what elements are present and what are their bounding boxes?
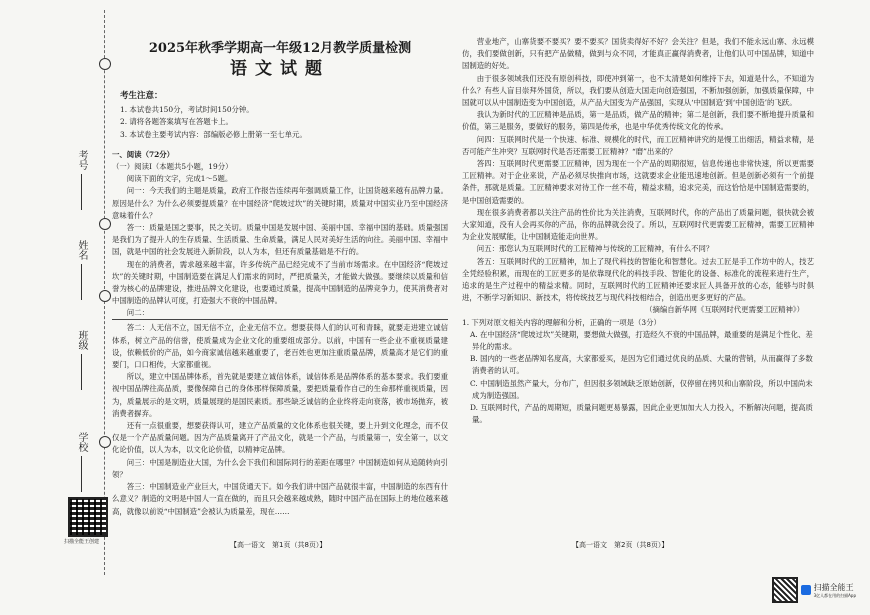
notice-title: 考生注意：: [120, 91, 163, 101]
scanner-brand: [772, 577, 856, 603]
class-field: 班级: [74, 330, 89, 390]
passage-paragraph: 现在很多消费者都以关注产品的性价比为关注消费，互联网时代，你的产品出了质量问题，很快就会被大家知道，没有人会再买你的产品，你的品牌就会没了。所以，互联网时代更需要工匠精神，需要工匠精神为企业发展赋能，让中国制造能走向世界。: [462, 207, 814, 242]
page-footer-right: 【高一语文 第2页（共8页）】: [572, 541, 669, 549]
source-citation: （摘编自新华网《互联网时代更需要工匠精神》）: [645, 305, 804, 315]
brand-logo-icon: [801, 585, 811, 595]
brand-name: 扫描全能王: [813, 582, 854, 592]
passage-paragraph: 还有一点很重要，想要获得认可，建立产品质量的文化体系也很关键，要上升到文化理念，而不仅仅是一个产品质量问题。因为产品质量离开了产品文化，就是一个产品，与质量第一，安全第一，以文化论价值，以人为本，以文化论价值，以精神定品牌。: [112, 421, 448, 455]
notice-item: 2. 请将各题答案填写在答题卡上。: [120, 117, 233, 127]
answer-option-b[interactable]: B. 国内的一些老品牌知名度高，大家都爱买，是因为它们通过优良的品质、大量的营销，从而赢得了多数消费者的认可。: [470, 354, 813, 376]
brand-qr-icon: [772, 577, 798, 603]
passage-paragraph: 所以，建立中国品牌体系，首先就是要建立诚信体系，诚信体系是品牌体系的基本要求。我们要重视中国品牌往高品质，要像保障自己的身体那样保障质量，要把质量看作自己的生命那样重视质量，因为，质量展示的是文明，质量展现的是国民素质。那些缺乏诚信的企业终将走向衰落，被市场抛弃，被消费者摒弃。: [112, 372, 448, 418]
binding-margin: [0, 0, 108, 615]
exam-title: 2025年秋季学期高一年级12月教学质量检测: [148, 41, 412, 56]
page-footer-left: 【高一语文 第1页（共8页）】: [230, 541, 327, 549]
left-column: [112, 36, 448, 518]
name-field: 姓名: [74, 240, 89, 300]
passage-paragraph: 营业地产，山寨货要不要买？要不要买？国货卖得好不好？会关注？但是，我们不能永远山寨、永远模仿，我们要做创新，只有把产品做精，做到与众不同，才能真正赢得消费者，让他们认可中国品牌，知道中国制造的好处。: [462, 37, 814, 71]
section-subtitle: （一）阅读Ⅰ（本题共5小题，19分）: [112, 162, 233, 172]
section-instruction: 阅读下面的文字，完成1～5题。: [126, 174, 233, 184]
brand-text: [814, 582, 856, 599]
binding-hole: [99, 436, 111, 448]
answer-option-d[interactable]: D. 互联网时代，产品的周期短，质量问题更易暴露，因此企业更加加大人力投入，不断解决问题，提高质量。: [470, 403, 813, 425]
exam-subject: 语文试题: [230, 59, 330, 79]
passage-paragraph: 问五：那您认为互联网时代的工匠精神与传统的工匠精神，有什么不同？: [476, 244, 714, 254]
passage-paragraph: 问四：互联网时代是一个快速、标准、规模化的时代，而工匠精神讲究的是慢工出细活，精益求精，是否可能产生冲突？互联网时代是否还需要工匠精神？“磨”出来的？: [462, 134, 814, 156]
notice-item: 3. 本试卷主要考试内容：部编版必修上册第一至七单元。: [120, 129, 307, 139]
passage-paragraph: 问三：中国是制造业大国，为什么会下我们和国际同行的差距在哪里？中国制造如何从追随转向引领？: [112, 457, 448, 479]
answer-option-c[interactable]: C. 中国制造虽然产量大，分布广，但因很多领域缺乏原始创新，仅停留在拷贝和山寨阶段，所以中国尚未成为制造强国。: [470, 378, 813, 400]
passage-paragraph: 答四：互联网时代更需要工匠精神，因为现在一个产品的周期很短，信息传递也非常快速，所以更需要工匠精神。对于企业来说，产品必须尽快推向市场，这就要求企业能迅速地创新。但是创新必须有一个前提条件，那就是质量。工匠精神要求对待工作一丝不苟，精益求精，追求完美，而这恰恰是中国制造需要的，是中国创造需要的。: [462, 159, 814, 205]
notice-list: [120, 104, 448, 141]
qr-caption: 扫描全能王创建: [64, 539, 100, 545]
passage-paragraph: 答一：质量是国之要事，民之关切。质量中国是发展中国、美丽中国、幸福中国的基础。质量强国是我们为了提升人的生存质量、生活质量、生命质量，满足人民对美好生活的向往。美丽中国、幸福中国，就是中国的社会发展进入新阶段，以人为本，但还有质量基础是不行的。: [112, 223, 448, 257]
question-blank[interactable]: 问二：: [112, 307, 448, 320]
passage-paragraph: 答五：互联网时代的工匠精神，加上了现代科技的智能化和智慧化。过去工匠是手工作坊中的人，技艺全凭经验积累，而现在的工匠更多的是依靠现代化的科技手段、智能化的设备、标准化的流程来进行生产，追求的是生产过程中的精益求精。同时，互联网时代的工匠精神还要求匠人具备开放的心态，能够与时俱进，不断学习新知识、新技术，将传统技艺与现代科技相结合，创造出更多更好的产品。: [462, 256, 814, 303]
section-title: 一、阅读（72分）: [112, 149, 175, 159]
exam-no-field: 考号: [74, 150, 89, 210]
passage-paragraph: 答三：中国制造业产业巨大，中国货通天下。如今我们讲中国产品就很丰富，中国制造的东西有什么意义？制造的文明是中国人一直在做的，而且只会越来越成熟，随时中国产品在国际上的地位越来越高，就像以前说“中国制造”会被认为质量差，现在……: [112, 482, 448, 516]
binding-hole: [99, 218, 111, 230]
answer-option-a[interactable]: A. 在中国经济“爬坡过坎”关键期，要想做大做强，打造经久不衰的中国品牌，最重要的是满足个性化、差异化的需求。: [470, 329, 813, 352]
brand-tagline: 3亿人都在用的扫描App: [813, 592, 856, 598]
binding-hole: [99, 290, 111, 302]
right-column: [462, 36, 814, 427]
school-field: 学校: [74, 432, 89, 492]
passage-paragraph: 我认为新时代的工匠精神是品质，第一是品质，做产品的精神；第二是创新，我们要不断地提升质量和价值，第三是服务，要做好的服务，第四是传承，也是中华优秀传统文化的传承。: [462, 110, 814, 132]
passage-paragraph: 答二：人无信不立，国无信不立，企业无信不立。想要获得人们的认可和青睐，就要走进建立诚信体系，树立产品的信誉，使质量成为企业文化的重要组成部分。以前，中国有一些企业不重视质量建设，依赖低价的产品，如今商家诚信越来越重要了，老百姓也更加注重质量品牌，质量高才是它们的重要门，口口相传，大家都重视。: [112, 323, 448, 370]
passage-paragraph: 问一：今天我们的主题是质量，政府工作报告连续再年强调质量工作，让国货越来越有品牌力量。原因是什么？为什么必须要提质量？在中国经济“爬坡过坎”的关键时期，质量对中国实业乃至中国经济意味着什么？: [112, 186, 448, 220]
passage-paragraph: 现在的消费者，需求越来越丰富，许多传统产品已经完成不了当前市场需求。在中国经济“爬坡过坎”的关键时期，中国制造要在满足人们需求的同时，严把质量关，才能做大做强。要继续以质量和信誉为核心的品牌建设，推进品牌文化建设，也要通过质量，提高中国制造的品牌竞争力，使其消费者对中国制造的品牌认可度，打造强大不衰的中国品牌。: [112, 259, 448, 306]
binding-hole: [99, 58, 111, 70]
notice-item: 1. 本试卷共150分，考试时间150分钟。: [120, 105, 254, 115]
question-stem: 1. 下列对原文相关内容的理解和分析，正确的一项是（3分）: [462, 317, 661, 327]
passage-paragraph: 由于很多领域我们还没有原创科技，即使冲到第一，也不太清楚如何维持下去，知道是什么，不知道为什么？有些人盲目崇拜外国货，所以，我们要从创造大国走向创造强国，不断加强创新，加强质量保障，中国就可以从中国制造变为中国创造，从产品大国变为产品强国，实现从‘中国制造’到‘中国创造’的飞跃。: [462, 73, 814, 108]
qr-code: [68, 497, 108, 537]
